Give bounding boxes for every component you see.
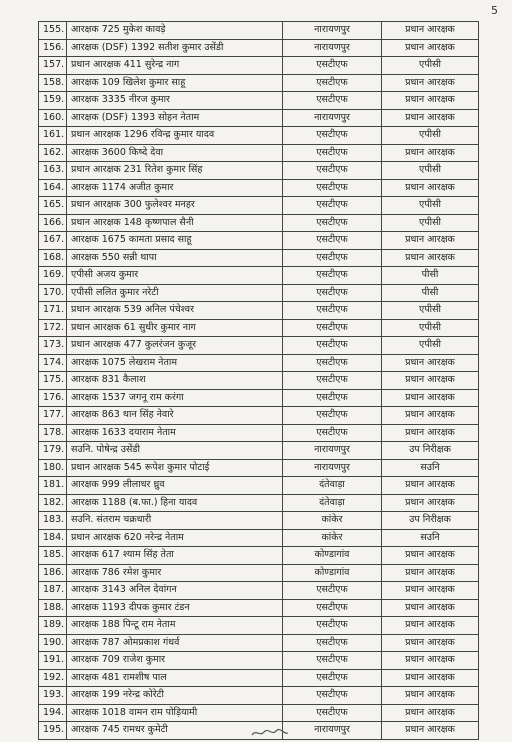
posting-cell: एसटीएफ <box>283 92 382 110</box>
name-cell: आरक्षक 3335 नीरज कुमार <box>67 92 283 110</box>
name-cell: सउनि. संतराम चक्रधारी <box>67 512 283 530</box>
posting-cell: कोण्डागांव <box>283 547 382 565</box>
posting-cell: कांकेर <box>283 512 382 530</box>
table-row <box>39 74 479 92</box>
name-cell: आरक्षक 1174 अजीत कुमार <box>67 179 283 197</box>
name-cell: एपीसी ललित कुमार नरेटी <box>67 284 283 302</box>
posting-cell: एसटीएफ <box>283 74 382 92</box>
table-row <box>39 249 479 267</box>
serial-number-cell: 189. <box>39 617 67 635</box>
serial-number-cell: 186. <box>39 564 67 582</box>
serial-number-cell: 159. <box>39 92 67 110</box>
rank-cell: पीसी <box>382 284 479 302</box>
table-row <box>39 494 479 512</box>
table-row <box>39 634 479 652</box>
serial-number-cell: 174. <box>39 354 67 372</box>
posting-cell: एसटीएफ <box>283 197 382 215</box>
serial-number-cell: 182. <box>39 494 67 512</box>
table-row <box>39 354 479 372</box>
rank-cell: एपीसी <box>382 337 479 355</box>
name-cell: आरक्षक 1188 (ब.फा.) हिना यादव <box>67 494 283 512</box>
table-row <box>39 617 479 635</box>
serial-number-cell: 191. <box>39 652 67 670</box>
name-cell: आरक्षक 709 राजेश कुमार <box>67 652 283 670</box>
serial-number-cell: 175. <box>39 372 67 390</box>
rank-cell: प्रधान आरक्षक <box>382 109 479 127</box>
serial-number-cell: 178. <box>39 424 67 442</box>
name-cell: आरक्षक 1675 कामता प्रसाद साहू <box>67 232 283 250</box>
table-row <box>39 389 479 407</box>
table-row <box>39 372 479 390</box>
posting-cell: एसटीएफ <box>283 424 382 442</box>
personnel-table-body <box>39 22 479 740</box>
rank-cell: प्रधान आरक्षक <box>382 704 479 722</box>
rank-cell: प्रधान आरक्षक <box>382 407 479 425</box>
posting-cell: एसटीएफ <box>283 669 382 687</box>
name-cell: आरक्षक 831 कैलाश <box>67 372 283 390</box>
rank-cell: प्रधान आरक्षक <box>382 232 479 250</box>
table-row <box>39 477 479 495</box>
serial-number-cell: 162. <box>39 144 67 162</box>
posting-cell: एसटीएफ <box>283 214 382 232</box>
name-cell: प्रधान आरक्षक 411 सुरेन्द्र नाग <box>67 57 283 75</box>
posting-cell: कोण्डागांव <box>283 564 382 582</box>
posting-cell: एसटीएफ <box>283 652 382 670</box>
name-cell: आरक्षक 745 रामधर कुमेटी <box>67 722 283 740</box>
posting-cell: एसटीएफ <box>283 389 382 407</box>
name-cell: आरक्षक 550 सन्नी थापा <box>67 249 283 267</box>
table-row <box>39 162 479 180</box>
posting-cell: एसटीएफ <box>283 582 382 600</box>
name-cell: प्रधान आरक्षक 477 कुलरंजन कुजूर <box>67 337 283 355</box>
posting-cell: नारायणपुर <box>283 459 382 477</box>
serial-number-cell: 171. <box>39 302 67 320</box>
serial-number-cell: 158. <box>39 74 67 92</box>
serial-number-cell: 173. <box>39 337 67 355</box>
name-cell: आरक्षक 863 थान सिंह नेवारे <box>67 407 283 425</box>
serial-number-cell: 156. <box>39 39 67 57</box>
name-cell: आरक्षक 787 ओमप्रकाश गंधर्व <box>67 634 283 652</box>
rank-cell: प्रधान आरक्षक <box>382 179 479 197</box>
name-cell: आरक्षक 188 पिन्टू राम नेताम <box>67 617 283 635</box>
posting-cell: कांकेर <box>283 529 382 547</box>
name-cell: आरक्षक 199 नरेन्द्र कोरेटी <box>67 687 283 705</box>
name-cell: प्रधान आरक्षक 545 रूपेश कुमार पोटाई <box>67 459 283 477</box>
rank-cell: प्रधान आरक्षक <box>382 669 479 687</box>
serial-number-cell: 165. <box>39 197 67 215</box>
name-cell: आरक्षक 725 मुकेश कावड़े <box>67 22 283 40</box>
serial-number-cell: 167. <box>39 232 67 250</box>
serial-number-cell: 177. <box>39 407 67 425</box>
rank-cell: एपीसी <box>382 57 479 75</box>
table-row <box>39 57 479 75</box>
rank-cell: प्रधान आरक्षक <box>382 249 479 267</box>
name-cell: आरक्षक 109 खिलेश कुमार साहू <box>67 74 283 92</box>
rank-cell: एपीसी <box>382 214 479 232</box>
table-row <box>39 302 479 320</box>
table-row <box>39 39 479 57</box>
table-row <box>39 459 479 477</box>
serial-number-cell: 185. <box>39 547 67 565</box>
name-cell: आरक्षक 3143 अनिल देवांगन <box>67 582 283 600</box>
table-row <box>39 547 479 565</box>
posting-cell: एसटीएफ <box>283 249 382 267</box>
rank-cell: प्रधान आरक्षक <box>382 424 479 442</box>
rank-cell: एपीसी <box>382 127 479 145</box>
table-row <box>39 267 479 285</box>
table-row <box>39 109 479 127</box>
name-cell: आरक्षक (DSF) 1393 सोहन नेताम <box>67 109 283 127</box>
posting-cell: एसटीएफ <box>283 704 382 722</box>
name-cell: आरक्षक 1075 लेखराम नेताम <box>67 354 283 372</box>
rank-cell: प्रधान आरक्षक <box>382 372 479 390</box>
name-cell: प्रधान आरक्षक 1296 रविन्द्र कुमार यादव <box>67 127 283 145</box>
posting-cell: नारायणपुर <box>283 109 382 127</box>
name-cell: आरक्षक 617 श्याम सिंह तेता <box>67 547 283 565</box>
name-cell: आरक्षक 999 लीलाधर ध्रुव <box>67 477 283 495</box>
posting-cell: एसटीएफ <box>283 267 382 285</box>
rank-cell: प्रधान आरक्षक <box>382 634 479 652</box>
posting-cell: एसटीएफ <box>283 179 382 197</box>
posting-cell: नारायणपुर <box>283 722 382 740</box>
table-row <box>39 319 479 337</box>
rank-cell: प्रधान आरक्षक <box>382 354 479 372</box>
page-number: 5 <box>491 4 498 17</box>
table-row <box>39 22 479 40</box>
name-cell: आरक्षक 481 रामशीष पाल <box>67 669 283 687</box>
posting-cell: दंतेवाड़ा <box>283 494 382 512</box>
table-row <box>39 197 479 215</box>
posting-cell: एसटीएफ <box>283 687 382 705</box>
serial-number-cell: 188. <box>39 599 67 617</box>
posting-cell: दंतेवाड़ा <box>283 477 382 495</box>
table-row <box>39 214 479 232</box>
posting-cell: एसटीएफ <box>283 354 382 372</box>
posting-cell: एसटीएफ <box>283 284 382 302</box>
serial-number-cell: 161. <box>39 127 67 145</box>
posting-cell: एसटीएफ <box>283 599 382 617</box>
rank-cell: एपीसी <box>382 197 479 215</box>
name-cell: आरक्षक 786 रमेश कुमार <box>67 564 283 582</box>
serial-number-cell: 164. <box>39 179 67 197</box>
rank-cell: प्रधान आरक्षक <box>382 687 479 705</box>
rank-cell: सउनि <box>382 529 479 547</box>
posting-cell: एसटीएफ <box>283 372 382 390</box>
table-row <box>39 529 479 547</box>
rank-cell: एपीसी <box>382 302 479 320</box>
posting-cell: नारायणपुर <box>283 442 382 460</box>
rank-cell: प्रधान आरक्षक <box>382 652 479 670</box>
serial-number-cell: 194. <box>39 704 67 722</box>
rank-cell: सउनि <box>382 459 479 477</box>
serial-number-cell: 168. <box>39 249 67 267</box>
table-row <box>39 127 479 145</box>
table-row <box>39 652 479 670</box>
name-cell: एपीसी अजय कुमार <box>67 267 283 285</box>
posting-cell: एसटीएफ <box>283 319 382 337</box>
serial-number-cell: 190. <box>39 634 67 652</box>
name-cell: प्रधान आरक्षक 539 अनिल पंचेश्वर <box>67 302 283 320</box>
serial-number-cell: 170. <box>39 284 67 302</box>
posting-cell: एसटीएफ <box>283 232 382 250</box>
table-row <box>39 337 479 355</box>
rank-cell: एपीसी <box>382 319 479 337</box>
serial-number-cell: 184. <box>39 529 67 547</box>
serial-number-cell: 169. <box>39 267 67 285</box>
rank-cell: एपीसी <box>382 162 479 180</box>
rank-cell: प्रधान आरक्षक <box>382 599 479 617</box>
table-row <box>39 582 479 600</box>
name-cell: आरक्षक 1537 जगनू राम करंगा <box>67 389 283 407</box>
name-cell: आरक्षक 1018 वामन राम पोड़ियामी <box>67 704 283 722</box>
rank-cell: प्रधान आरक्षक <box>382 547 479 565</box>
table-row <box>39 144 479 162</box>
name-cell: प्रधान आरक्षक 61 सुधीर कुमार नाग <box>67 319 283 337</box>
posting-cell: एसटीएफ <box>283 407 382 425</box>
name-cell: आरक्षक (DSF) 1392 सतीश कुमार उसेंडी <box>67 39 283 57</box>
posting-cell: एसटीएफ <box>283 127 382 145</box>
table-row <box>39 564 479 582</box>
rank-cell: उप निरीक्षक <box>382 442 479 460</box>
posting-cell: नारायणपुर <box>283 39 382 57</box>
table-row <box>39 599 479 617</box>
rank-cell: प्रधान आरक्षक <box>382 22 479 40</box>
serial-number-cell: 163. <box>39 162 67 180</box>
serial-number-cell: 180. <box>39 459 67 477</box>
posting-cell: एसटीएफ <box>283 57 382 75</box>
rank-cell: प्रधान आरक्षक <box>382 722 479 740</box>
rank-cell: प्रधान आरक्षक <box>382 74 479 92</box>
rank-cell: प्रधान आरक्षक <box>382 92 479 110</box>
posting-cell: नारायणपुर <box>283 22 382 40</box>
serial-number-cell: 155. <box>39 22 67 40</box>
table-row <box>39 92 479 110</box>
posting-cell: एसटीएफ <box>283 162 382 180</box>
table-row <box>39 687 479 705</box>
serial-number-cell: 179. <box>39 442 67 460</box>
serial-number-cell: 157. <box>39 57 67 75</box>
rank-cell: प्रधान आरक्षक <box>382 39 479 57</box>
serial-number-cell: 183. <box>39 512 67 530</box>
posting-cell: एसटीएफ <box>283 302 382 320</box>
name-cell: आरक्षक 1193 दीपक कुमार टंडन <box>67 599 283 617</box>
serial-number-cell: 187. <box>39 582 67 600</box>
posting-cell: एसटीएफ <box>283 144 382 162</box>
rank-cell: पीसी <box>382 267 479 285</box>
name-cell: प्रधान आरक्षक 231 रितेश कुमार सिंह <box>67 162 283 180</box>
serial-number-cell: 176. <box>39 389 67 407</box>
name-cell: सउनि. पोषेन्द्र उसेंडी <box>67 442 283 460</box>
posting-cell: एसटीएफ <box>283 617 382 635</box>
table-row <box>39 512 479 530</box>
table-row <box>39 442 479 460</box>
serial-number-cell: 195. <box>39 722 67 740</box>
serial-number-cell: 172. <box>39 319 67 337</box>
serial-number-cell: 160. <box>39 109 67 127</box>
serial-number-cell: 193. <box>39 687 67 705</box>
table-row <box>39 284 479 302</box>
name-cell: आरक्षक 3600 किष्दे देवा <box>67 144 283 162</box>
personnel-table <box>38 21 479 740</box>
posting-cell: एसटीएफ <box>283 634 382 652</box>
rank-cell: प्रधान आरक्षक <box>382 494 479 512</box>
table-row <box>39 669 479 687</box>
name-cell: प्रधान आरक्षक 620 नरेन्द्र नेताम <box>67 529 283 547</box>
rank-cell: प्रधान आरक्षक <box>382 617 479 635</box>
rank-cell: प्रधान आरक्षक <box>382 389 479 407</box>
posting-cell: एसटीएफ <box>283 337 382 355</box>
rank-cell: प्रधान आरक्षक <box>382 582 479 600</box>
rank-cell: प्रधान आरक्षक <box>382 144 479 162</box>
serial-number-cell: 192. <box>39 669 67 687</box>
signature-mark <box>250 727 290 742</box>
name-cell: आरक्षक 1633 दयाराम नेताम <box>67 424 283 442</box>
serial-number-cell: 181. <box>39 477 67 495</box>
rank-cell: उप निरीक्षक <box>382 512 479 530</box>
table-row <box>39 179 479 197</box>
table-row <box>39 424 479 442</box>
serial-number-cell: 166. <box>39 214 67 232</box>
rank-cell: प्रधान आरक्षक <box>382 477 479 495</box>
name-cell: प्रधान आरक्षक 300 फुलेश्वर मनहर <box>67 197 283 215</box>
name-cell: प्रधान आरक्षक 148 कृष्णपाल सैनी <box>67 214 283 232</box>
table-row <box>39 232 479 250</box>
table-row <box>39 704 479 722</box>
table-row <box>39 407 479 425</box>
rank-cell: प्रधान आरक्षक <box>382 564 479 582</box>
